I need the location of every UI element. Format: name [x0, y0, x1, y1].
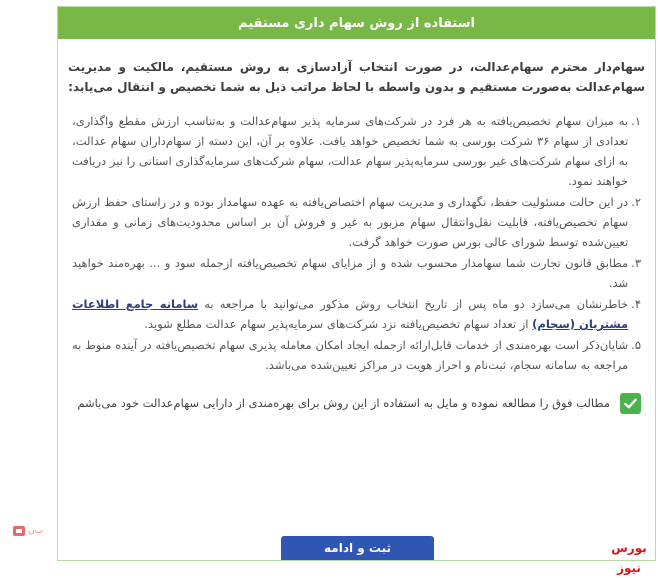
- watermark-logo: [12, 521, 60, 541]
- submit-continue-button[interactable]: ثبت و ادامه: [281, 536, 434, 560]
- agreement-label: مطالب فوق را مطالعه نموده و مایل به استفاده از این روش برای بهره‌مندی از دارایی سهام‌عدالت خود می‌باشم: [77, 396, 610, 410]
- list-item: [72, 111, 641, 191]
- terms-list: [72, 111, 641, 375]
- item-number: ۱.: [631, 114, 641, 128]
- list-item: [72, 192, 641, 252]
- panel-title: استفاده از روش سهام داری مستقیم: [238, 15, 475, 31]
- item-text: در این حالت مسئولیت حفظ، نگهداری و مدیریت سهام اختصاص‌یافته به عهده سهامدار بوده و در راستای حفظ ارزش سهام تخصیص‌یافته، قابلیت نقل‌وانتقال سهام مزبور به غیر و فروش آن بر اساس محدودیت‌های زمانی و مقداری تعیین‌شده توسط شورای عالی بورس صورت خواهد گرفت.: [72, 195, 629, 249]
- item-text: به میزان سهام تخصیص‌یافته به هر فرد در شرکت‌های سرمایه پذیر سهام‌عدالت و به‌تناسب ارزش مقطع واگذاری، تعدادی از سهام ۳۶ شرکت بورسی به شما تخصیص خواهد یافت. علاوه بر آن، این دسته از سهام‌داران سهام عدالت، به ازای سهام شرکت‌های غیر بورسی سرمایه‌پذیر سهام عدالت، سهام شرکت‌های سرمایه‌گذاری استانی را نیز دریافت خواهند نمود.: [72, 114, 629, 188]
- sajam-system-link[interactable]: سامانه جامع اطلاعات مشتریان (سجام): [72, 297, 629, 331]
- list-item: [72, 294, 641, 334]
- item-text: مطابق قانون تجارت شما سهامدار محسوب شده و از مزایای سهام تخصیص‌یافته ازجمله سود و ... بهره‌مند خواهید شد.: [72, 256, 629, 290]
- agreement-checkbox[interactable]: [620, 393, 641, 414]
- direct-ownership-panel: [57, 6, 656, 575]
- item-text-after: از تعداد سهام تخصیص‌یافته نزد شرکت‌های سرمایه‌پذیر سهام عدالت مطلع شوید.: [144, 317, 533, 331]
- checkmark-icon: [623, 396, 638, 411]
- list-item: [72, 253, 641, 293]
- item-number: ۳.: [631, 256, 641, 270]
- watermark-mark: ب‌ن: [28, 526, 44, 536]
- item-number: ۴.: [631, 297, 641, 311]
- intro-text: سهام‌دار محترم سهام‌عدالت، در صورت انتخاب آزادسازی به روش مستقیم، مالکیت و مدیریت سهام‌عدالت به‌صورت مستقیم و بدون واسطه با لحاظ مراتب ذیل به شما تخصیص و انتقال می‌یابد:: [68, 60, 645, 94]
- brand-watermark: بورس نیوز: [611, 541, 647, 575]
- watermark-logo-icon: [12, 524, 26, 538]
- item-text-before: خاطرنشان می‌سازد دو ماه پس از تاریخ انتخاب روش مذکور می‌توانید با مراجعه به: [198, 297, 629, 311]
- panel-header: [58, 7, 655, 39]
- item-text: شایان‌ذکر است بهره‌مندی از خدمات قابل‌ارائه ازجمله ایجاد امکان معامله پذیری سهام تخصیص‌یافته در آینده منوط به مراجعه به سامانه سجام، ثبت‌نام و احراز هویت در مراکز تعیین‌شده می‌باشد.: [72, 338, 629, 372]
- item-text: [72, 294, 628, 334]
- item-number: ۵.: [631, 338, 641, 352]
- agreement-row: [66, 393, 641, 414]
- item-number: ۲.: [631, 195, 641, 209]
- list-item: [72, 335, 641, 375]
